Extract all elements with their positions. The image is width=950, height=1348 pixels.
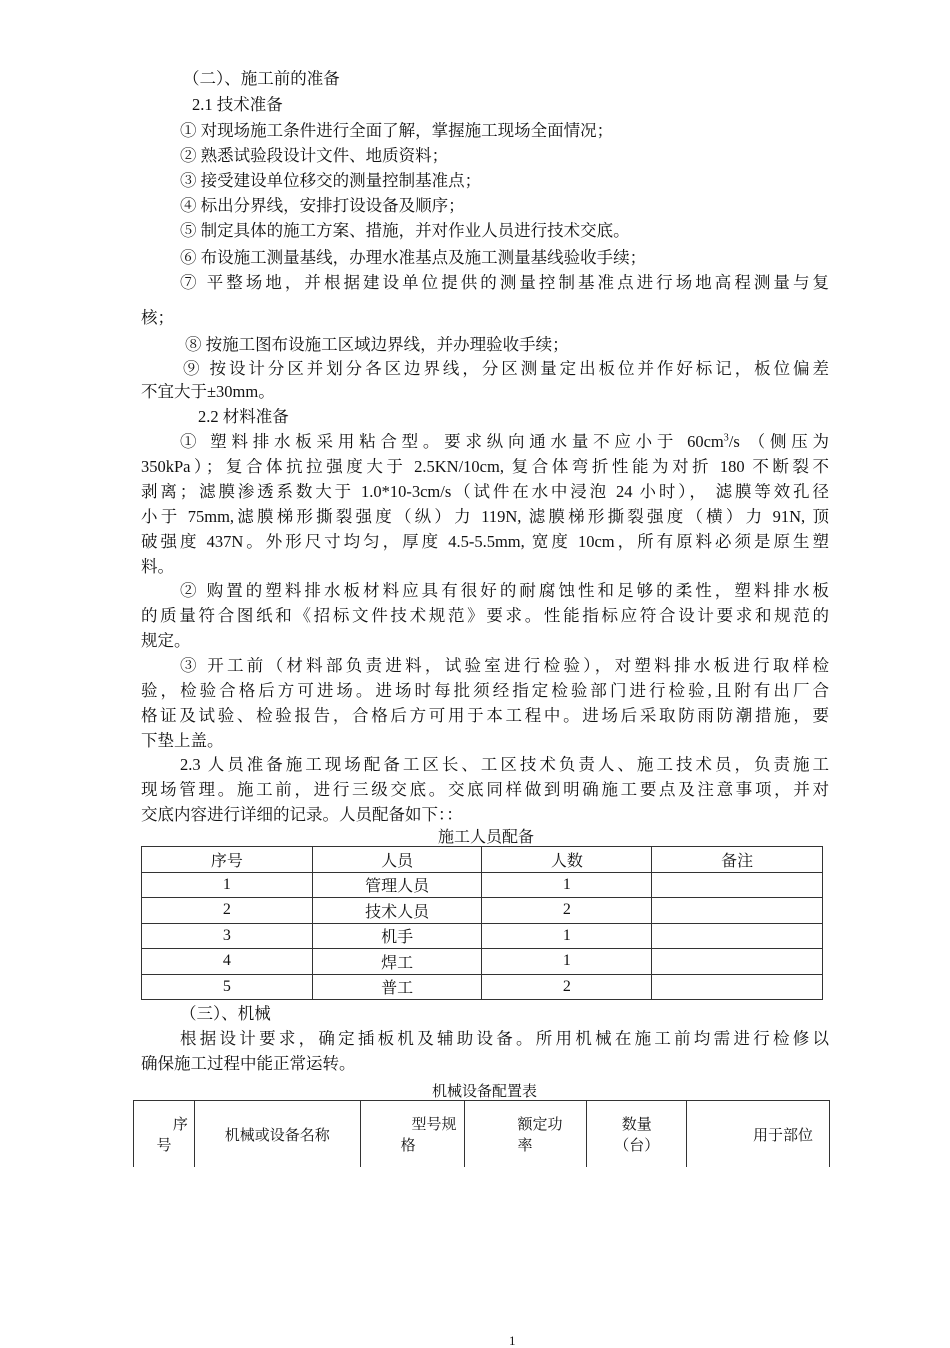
personnel-para-line1: 2.3 人员准备施工现场配备工区长、工区技术负责人、施工技术员，负责施工 [180,755,829,774]
tech-item-3: ③ 接受建设单位移交的测量控制基准点； [180,171,482,190]
table-cell [652,923,823,949]
tech-item-9-line1: ⑨ 按设计分区并划分各区边界线，分区测量定出板位并作好标记，板位偏差 [183,359,829,378]
table-cell: 4 [142,949,313,975]
machine-header-model-a: 型号规 [411,1117,457,1133]
table-cell: 3 [142,923,313,949]
material-item-3-line2: 验，检验合格后方可进场。进场时每批须经指定检验部门进行检验,且附有出厂合 [141,681,829,700]
section-heading-2: （二）、施工前的准备 [183,69,340,88]
material-item-1-line4: 小于 75mm,滤膜梯形撕裂强度（纵）力 119N, 滤膜梯形撕裂强度（横）力 91N, 顶 [141,507,829,526]
machine-header-location-a: 用于部位 [752,1127,813,1144]
table-row [142,923,823,949]
table-cell: 技术人员 [312,898,482,924]
table-cell: 机手 [312,923,482,949]
section-heading-3: （三）、机械 [180,1004,271,1023]
tech-item-2: ② 熟悉试验段设计文件、地质资料； [180,146,449,165]
machine-header-power-a: 额定功 [517,1117,563,1133]
machine-header-name-a: 机械或设备名称 [224,1127,330,1144]
tech-item-1: ① 对现场施工条件进行全面了解，掌握施工现场全面情况； [180,121,614,140]
staff-header-count: 人数 [482,847,652,873]
machine-header-quantity-b: （台） [614,1138,660,1154]
table-cell: 2 [482,974,652,1000]
tech-item-7-line1: ⑦ 平整场地，并根据建设单位提供的测量控制基准点进行场地高程测量与复 [180,273,829,292]
material-item-1-line6: 料。 [141,557,174,576]
staff-table [141,846,823,1000]
tech-item-7-line2: 核； [141,308,174,327]
material-item-1-line3: 剥离；滤膜渗透系数大于 1.0*10-3cm/s（试件在水中浸泡 24 小时）， 滤膜等效孔径 [141,482,829,501]
table-cell: 1 [482,923,652,949]
table-cell [652,949,823,975]
material-item-2-line1: ② 购置的塑料排水板材料应具有很好的耐腐蚀性和足够的柔性，塑料排水板 [180,581,829,600]
machine-header-model [360,1101,465,1168]
machine-header-model-b: 格 [400,1138,416,1154]
subsection-heading-2-2: 2.2 材料准备 [198,407,289,426]
machine-header-power-b: 率 [517,1138,533,1154]
superscript-3: 3 [723,432,729,444]
table-row [142,949,823,975]
machine-header-index-a: 序 [172,1117,188,1133]
machine-header-quantity [587,1101,687,1168]
material-item-1-line1 [180,431,829,453]
machinery-para-line2: 确保施工过程中能正常运转。 [141,1054,356,1073]
tech-item-4: ④ 标出分界线，安排打设设备及顺序； [180,196,465,215]
machinery-para-line1: 根据设计要求，确定插板机及辅助设备。所用机械在施工前均需进行检修以 [180,1029,829,1048]
table-row [142,974,823,1000]
table-cell: 管理人员 [312,872,482,898]
material-item-3-line3: 格证及试验、检验报告，合格后方可用于本工程中。进场后采取防雨防潮措施，要 [141,706,829,725]
machine-header-index-b: 号 [156,1138,172,1154]
tech-item-5: ⑤ 制定具体的施工方案、措施，并对作业人员进行技术交底。 [180,221,630,240]
table-cell: 2 [482,898,652,924]
machine-table [133,1100,830,1167]
machine-header-index [134,1101,195,1168]
table-cell: 2 [142,898,313,924]
material-item-1-text-a: ① 塑料排水板采用粘合型。要求纵向通水量不应小于 60cm [180,432,724,451]
table-cell [652,872,823,898]
material-item-1-line5: 破强度 437N。外形尺寸均匀，厚度 4.5-5.5mm, 宽度 10cm，所有原料必须是原生塑 [141,532,829,551]
table-row [142,872,823,898]
personnel-para-line3: 交底内容进行详细的记录。人员配备如下：： [141,805,463,824]
material-item-1-line2: 350kPa）；复合体抗拉强度大于 2.5KN/10cm, 复合体弯折性能为对折 180 不断裂不 [141,457,829,476]
machine-table-caption: 机械设备配置表 [432,1084,538,1100]
page-number: 1 [509,1333,516,1348]
staff-header-role: 人员 [312,847,482,873]
personnel-para-line2: 现场管理。施工前，进行三级交底。交底同样做到明确施工要点及注意事项，并对 [141,780,829,799]
tech-item-9-line2: 不宜大于±30mm。 [141,382,275,401]
table-cell: 焊工 [312,949,482,975]
machine-header-name [194,1101,360,1168]
tech-item-6: ⑥ 布设施工测量基线，办理水准基点及施工测量基线验收手续； [180,248,647,267]
subsection-heading-2-1: 2.1 技术准备 [192,95,283,114]
machine-table-header-row [134,1101,830,1168]
table-cell: 普工 [312,974,482,1000]
machine-header-power [465,1101,587,1168]
machine-header-location [687,1101,830,1168]
table-cell: 1 [482,949,652,975]
material-item-3-line1: ③ 开工前（材料部负责进料，试验室进行检验），对塑料排水板进行取样检 [180,656,829,675]
staff-header-index: 序号 [142,847,313,873]
machine-header-quantity-a: 数量 [621,1117,652,1133]
material-item-3-line4: 下垫上盖。 [141,731,224,750]
table-cell [652,898,823,924]
staff-header-remark: 备注 [652,847,823,873]
tech-item-8: ⑧ 按施工图布设施工区域边界线，并办理验收手续； [185,335,569,354]
material-item-2-line2: 的质量符合图纸和《招标文件技术规范》要求。性能指标应符合设计要求和规范的 [141,606,829,625]
table-cell [652,974,823,1000]
material-item-2-line3: 规定。 [141,631,191,650]
table-row [142,898,823,924]
staff-table-header-row [142,847,823,873]
material-item-1-text-b: /s （侧压为 [728,432,829,451]
table-cell: 1 [482,872,652,898]
table-cell: 5 [142,974,313,1000]
staff-table-caption: 施工人员配备 [438,829,535,846]
table-cell: 1 [142,872,313,898]
